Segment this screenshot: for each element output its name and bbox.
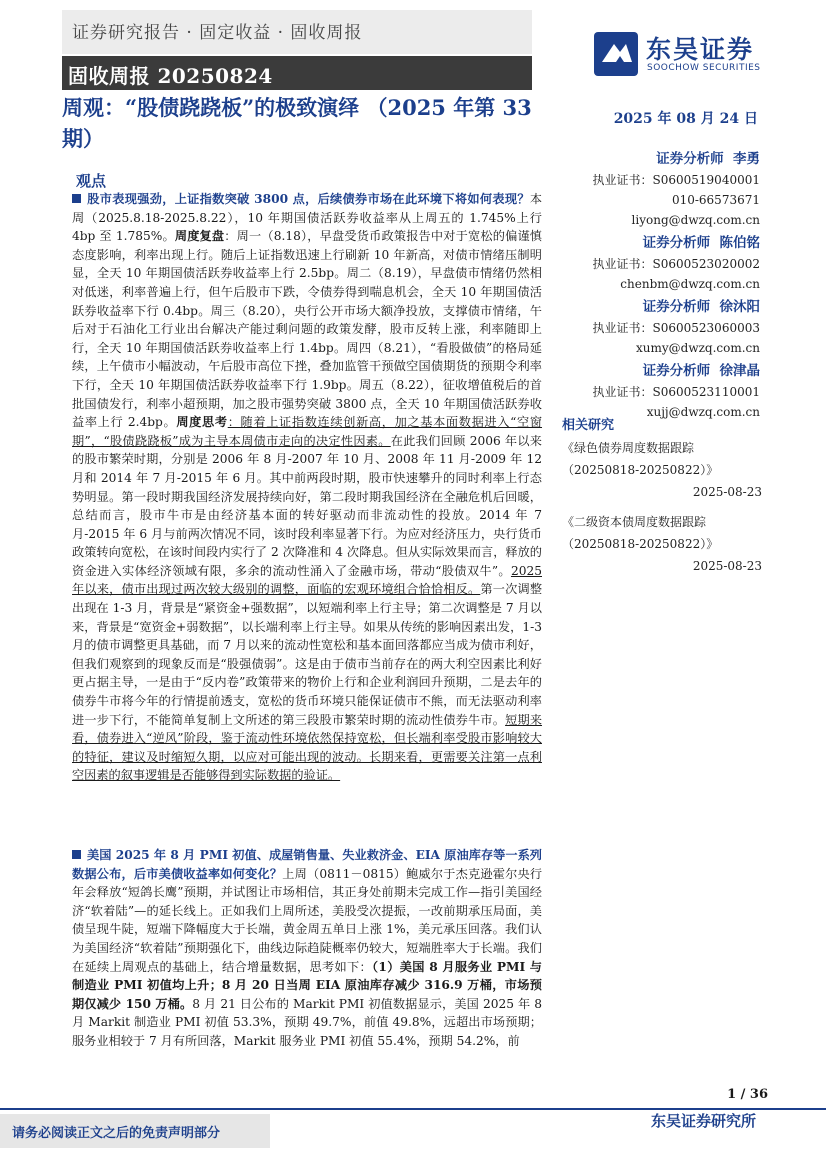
analyst-name: 陈伯铭 [719,235,760,251]
analyst-email[interactable]: xujj@dwzq.com.cn [646,405,760,419]
analyst-name: 李勇 [733,151,760,167]
related-item-title[interactable]: 《二级资本债周度数据跟踪（20250818-20250822）》 [562,515,719,551]
report-title: 周观：“股债跷跷板”的极致演绎 （2025 年第 33 期） [62,95,532,151]
report-date: 2025 年 08 月 24 日 [613,111,758,127]
analyst-list [560,148,760,424]
analyst-role: 证券分析师 [642,299,711,315]
analyst-email[interactable]: xumy@dwzq.com.cn [635,341,760,355]
logo-subtext: SOOCHOW SECURITIES [647,63,761,73]
page-number: 1 / 36 [727,1087,768,1102]
analyst-role: 证券分析师 [642,235,711,251]
disclaimer-bar [0,1114,270,1148]
related-item-date: 2025-08-23 [692,559,762,573]
paragraph-us-data [72,846,542,1051]
analyst-phone: 010-66573671 [671,193,760,207]
breadcrumb: 证券研究报告 · 固定收益 · 固收周报 [72,23,363,43]
paragraph-label: 周度思考 [176,415,228,430]
paragraph-text: ：周一（8.18），早盘受货币政策报告中对于宽松的偏谨慎态度影响，利率出现上行。随后上证指数迅速上行刷新 10 年新高，对债市情绪压制明显，全天 10 年期国债活跃券收益率上行 2.5bp。周二（8.19），早盘债市情绪仍然相对低迷，利率普遍上行，但午后股市下跌，令债券得到喘息机会，全天 10 年期国债活跃券收益率下行 0.4bp。周三（8.20），央行公开市场大额净投放，支撑债市情绪，午后对于石油化工行业出台解决产能过剩问题的政策发酵，股市反转上涨，利率随即上行，全天 10 年期国债活跃券收益率上行 1.4bp。周四（8.21），“看股做债”的格局延续，上午债市小幅波动，午后股市高位下挫，叠加监管干预做空国债期货的预期令利率下行，全天 10 年期国债活跃券收益率下行 1.9bp。周五（8.22），征收增值税后的首批国债发行，利率小超预期，加之股市强势突破 3800 点，全天 10 年期国债活跃券收益率上行 2.4bp。 [72,229,542,430]
analyst-email[interactable]: chenbm@dwzq.com.cn [620,277,760,291]
disclaimer-text: 请务必阅读正文之后的免责声明部分 [12,1126,221,1141]
analyst-name: 徐沐阳 [719,299,760,315]
related-heading: 相关研究 [562,418,615,433]
paragraph-underlined: ：随着上证指数连续创新高，加之基本面数据进入“空窗期”，“股债跷跷板”成为主导本周债市走向的决定性因素。 [72,415,543,448]
paragraph-text: 在此我们回顾 2006 年以来的股市繁荣时期，分别是 2006 年 8 月-2007 年 10 月、2008 年 11 月-2009 年 12 月和 2014 年 7 月-2015 年 6 月。其中前两段时期，股市快速攀升的同时利率上行态势明显。第一段时期我国经济发展持续向好，第二段时期我国经济在全融危机后回暖，总结而言，股市牛市是由经济基本面的转好驱动而非流动性的投放。2014 年 7 月-2015 年 6 月与前两次情况不同，该时段利率显著下行。为应对经济压力，央行货币政策转向宽松，在该时间段内实行了 2 次降准和 4 次降息。但从实际效果而言，释放的资金进入实体经济领域有限，多余的流动性涌入了金融市场，带动“股债双牛”。 [72,433,542,578]
report-tag-bar [62,56,532,90]
logo-text: 东吴证券 [646,35,755,64]
analyst-cert: 执业证书：S0600523020002 [592,257,760,271]
analyst-title [560,296,760,318]
analyst-email[interactable]: liyong@dwzq.com.cn [631,213,760,227]
related-item-date: 2025-08-23 [692,485,762,499]
analyst-card [560,148,760,230]
analyst-card [560,232,760,294]
paragraph-lead: 美国 2025 年 8 月 PMI 初值、成屋销售量、失业救济金、EIA 原油库存等一系列数据公布，后市美债收益率如何变化？ [72,848,542,881]
related-research [562,414,762,585]
analyst-cert: 执业证书：S0600523110001 [592,385,760,399]
paragraph-stock-market [72,190,542,785]
breadcrumb-bar [62,10,532,54]
analyst-card [560,360,760,422]
analyst-title [560,148,760,170]
related-item-title[interactable]: 《绿色债券周度数据跟踪（20250818-20250822）》 [562,441,719,477]
paragraph-text: 第一次调整出现在 1-3 月，背景是“紧资金+强数据”，以短端利率上行主导；第二次调整是 7 月以来，背景是“宽资金+弱数据”，以长端利率上行主导。如果从传统的影响因素出发，1-3 月的债市调整更具基础，而 7 月以来的流动性宽松和基本面回落都应当成为债市利好，但我们观察到的现象反而是“股强债弱”。这是由于债市当前存在的两大利空因素比利好更占据主导，一是由于“反内卷”政策带来的物价上行和企业利润回升预期，二是去年的债券牛市将今年的行情提前透支，宽松的货币环境只能保证债市不熊，而无法驱动利率进一步下行，不能简单复制上文所述的第三段股市繁荣时期的流动性债券牛市。 [72,582,543,727]
analyst-card [560,296,760,358]
paragraph-label: 周度复盘 [174,229,225,244]
bullet-icon [72,194,81,203]
paragraph-underlined: 2025 年以来，债市出现过两次较大级别的调整，面临的宏观环境组合恰恰相反。 [72,563,542,597]
analyst-role: 证券分析师 [642,363,711,379]
paragraph-text: 上周（0811－0815）鲍威尔于杰克逊霍尔央行年会释放“短鸽长鹰”预期，并试图让市场相信，其正身处前期未完成工作—指引美国经济“软着陆”—的延长线上。正如我们上周所述，美股受次提振，一改前期承压局面，美债呈现牛陡，短端下降幅度大于长端，黄金周五单日上涨 1%，美元承压回落。我们认为美国经济“软着陆”预期强化下，曲线边际趋陡概率仍较大，短端胜率大于长端。我们在延续上周观点的基础上，结合增量数据，思考如下： [72,866,543,974]
paragraph-text: 本周（2025.8.18-2025.8.22），10 年期国债活跃券收益率从上周五的 1.745%上行 4bp 至 1.785%。 [72,192,542,244]
paragraph-underlined: 短期来看，债券进入“逆风”阶段，鉴于流动性环境依然保持宽松，但长端利率受股市影响较大的特征，建议及时缩短久期，以应对可能出现的波动。长期来看，更需要关注第一点利空因素的叙事逻辑是否能够得到实际数据的验证。 [72,712,543,783]
analyst-cert: 执业证书：S0600523060003 [592,321,760,335]
report-tag: 固收周报 20250824 [68,64,273,88]
analyst-title [560,360,760,382]
section-heading: 观点 [76,172,107,190]
paragraph-bold: （1）美国 8 月服务业 PMI 与制造业 PMI 初值均上升；8 月 20 日当周 EIA 原油库存减少 316.9 万桶，市场预期仅减少 150 万桶。 [72,959,542,1011]
analyst-cert: 执业证书：S0600519040001 [592,173,760,187]
institute-name: 东吴证券研究所 [650,1112,756,1130]
paragraph-text: 8 月 21 日公布的 Markit PMI 初值数据显示，美国 2025 年 8 月 Markit 制造业 PMI 初值 53.3%，预期 49.7%，前值 49.8%，远超出市场预期；服务业相较于 7 月有所回落，Markit 服务业 PMI 初值 55.4%，预期 54.2%，前 [72,996,542,1048]
analyst-name: 徐津晶 [719,363,760,379]
company-logo [594,30,769,78]
analyst-role: 证券分析师 [656,151,724,167]
analyst-title [560,232,760,254]
paragraph-lead: 股市表现强劲，上证指数突破 3800 点，后续债券市场在此环境下将如何表现？ [87,192,530,206]
bullet-icon [72,850,81,859]
logo-mark-icon [594,32,638,76]
